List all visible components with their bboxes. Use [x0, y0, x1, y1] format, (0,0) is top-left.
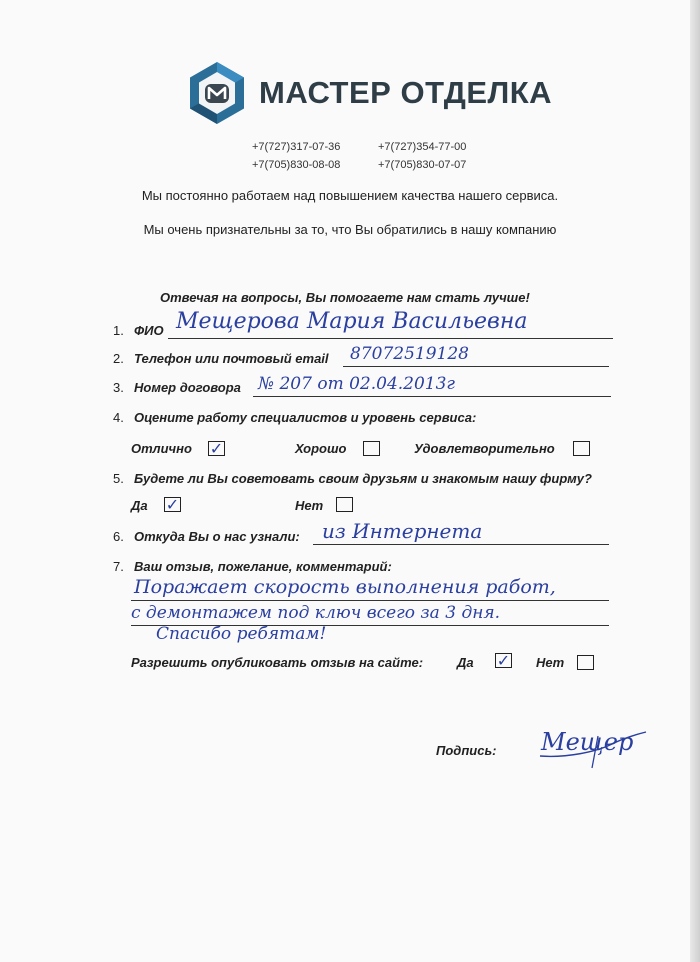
option-label: Отлично	[131, 441, 192, 456]
handwritten-comment-line: Спасибо ребятам!	[156, 624, 327, 644]
question-number: 7.	[113, 559, 124, 574]
question-recommend	[113, 471, 592, 486]
question-label: ФИО	[134, 323, 164, 338]
option-label: Да	[131, 498, 148, 513]
handwritten-source: из Интернета	[322, 519, 483, 543]
question-label: Откуда Вы о нас узнали:	[134, 529, 300, 544]
question-number: 6.	[113, 529, 124, 544]
question-number: 1.	[113, 323, 124, 338]
question-comment	[113, 559, 392, 574]
check-mark-icon: ✓	[496, 651, 511, 670]
checkbox-satisfactory[interactable]	[573, 441, 590, 456]
hexagon-m-logo-icon	[187, 60, 247, 126]
option-label: Нет	[295, 498, 324, 513]
question-number: 5.	[113, 471, 124, 486]
answer-line	[313, 544, 609, 545]
question-label: Будете ли Вы советовать своим друзьям и знакомым нашу фирму?	[134, 471, 592, 486]
option-label: Хорошо	[295, 441, 347, 456]
checkbox-recommend-no[interactable]	[336, 497, 353, 512]
handwritten-comment-line: с демонтажем под ключ всего за 3 дня.	[131, 603, 501, 623]
question-number: 2.	[113, 351, 124, 366]
question-label: Оцените работу специалистов и уровень сервиса:	[134, 410, 477, 425]
option-label: Удовлетворительно	[414, 441, 555, 456]
answer-line	[253, 396, 611, 397]
form-heading: Отвечая на вопросы, Вы помогаете нам стать лучше!	[160, 290, 530, 305]
question-name	[113, 323, 164, 338]
handwritten-signature: Мещер	[541, 728, 634, 756]
checkbox-good[interactable]	[363, 441, 380, 456]
question-label: Ваш отзыв, пожелание, комментарий:	[134, 559, 392, 574]
question-number: 4.	[113, 410, 124, 425]
intro-line: Мы постоянно работаем над повышением качества нашего сервиса.	[141, 188, 559, 203]
signature-label: Подпись:	[436, 743, 497, 758]
checkbox-recommend-yes[interactable]	[164, 497, 181, 512]
answer-line	[168, 338, 613, 339]
scan-page-edge	[690, 0, 700, 962]
question-contact	[113, 351, 329, 366]
question-contract	[113, 380, 241, 395]
phone-number: +7(705)830-07-07	[378, 159, 467, 171]
option-label: Да	[457, 655, 474, 670]
phone-number: +7(727)317-07-36	[252, 141, 341, 153]
handwritten-name: Мещерова Мария Васильевна	[176, 309, 528, 334]
question-label: Телефон или почтовый email	[134, 351, 329, 366]
answer-line	[343, 366, 609, 367]
signature-flourish-icon	[536, 724, 651, 770]
publish-label: Разрешить опубликовать отзыв на сайте:	[131, 655, 424, 670]
phone-number: +7(705)830-08-08	[252, 159, 341, 171]
check-mark-icon: ✓	[165, 495, 180, 514]
handwritten-contract: № 207 от 02.04.2013г	[258, 374, 456, 394]
brand-name: МАСТЕР ОТДЕЛКА	[259, 75, 553, 110]
handwritten-phone: 87072519128	[350, 344, 469, 364]
checkbox-excellent[interactable]	[208, 441, 225, 456]
brand-header	[187, 60, 552, 126]
check-mark-icon: ✓	[209, 439, 224, 458]
question-label: Номер договора	[134, 380, 241, 395]
checkbox-publish-no[interactable]	[577, 655, 594, 670]
handwritten-comment-line: Поражает скорость выполнения работ,	[134, 576, 556, 598]
phone-number: +7(727)354-77-00	[378, 141, 467, 153]
intro-line: Мы очень признательны за то, что Вы обратились в нашу компанию	[143, 222, 557, 237]
answer-line	[131, 600, 609, 601]
option-label: Нет	[536, 655, 565, 670]
question-source	[113, 529, 300, 544]
checkbox-publish-yes[interactable]	[495, 653, 512, 668]
question-number: 3.	[113, 380, 124, 395]
question-rating	[113, 410, 476, 425]
